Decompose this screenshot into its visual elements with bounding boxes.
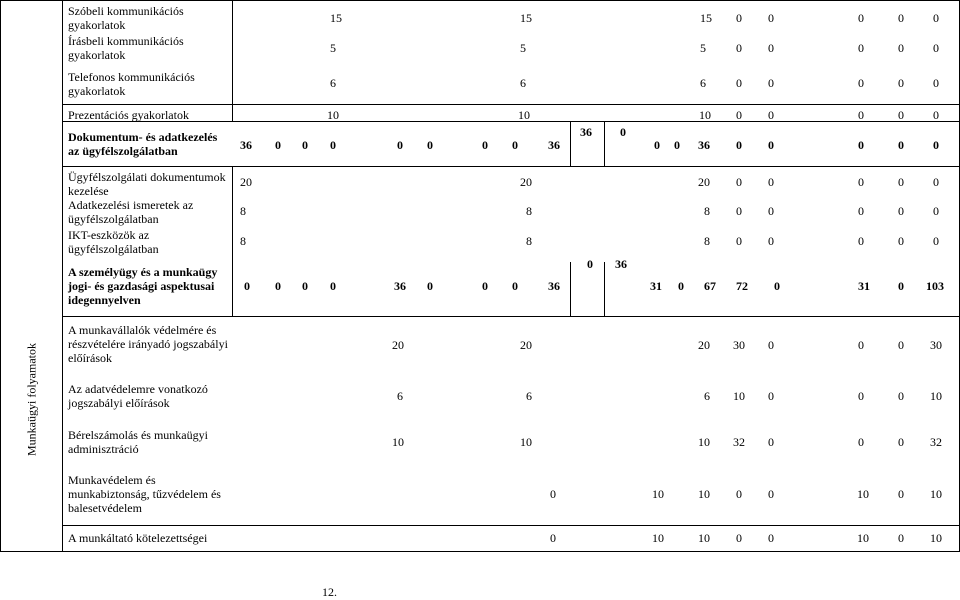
cell: 10 xyxy=(930,487,942,501)
cell: 0 xyxy=(550,531,556,545)
cell: 0 xyxy=(736,531,742,545)
cell: 32 xyxy=(930,435,942,449)
cell: 6 xyxy=(526,389,532,403)
row-label: Az adatvédelemre vonatkozó jogszabályi előírások xyxy=(68,382,208,410)
cell: 0 xyxy=(482,279,488,293)
row-label: Adatkezelési ismeretek az ügyfélszolgálatban xyxy=(68,198,194,226)
cell: 0 xyxy=(768,11,774,25)
row-label: Bérelszámolás és munkaügyi adminisztráció xyxy=(68,428,208,456)
cell: 10 xyxy=(652,487,664,501)
page-number: 12. xyxy=(322,585,337,599)
cell: 72 xyxy=(736,279,748,293)
row-label: Szóbeli kommunikációs gyakorlatok xyxy=(68,4,184,32)
cell: 10 xyxy=(698,531,710,545)
cell: 8 xyxy=(240,204,246,218)
cell: 0 xyxy=(898,204,904,218)
cell: 0 xyxy=(858,234,864,248)
cell: 0 xyxy=(858,175,864,189)
cell: 8 xyxy=(526,204,532,218)
row-label: Ügyfélszolgálati dokumentumok kezelése xyxy=(68,170,226,198)
cell: 10 xyxy=(698,435,710,449)
cell: 0 xyxy=(330,279,336,293)
cell: 8 xyxy=(704,234,710,248)
cell: 10 xyxy=(518,108,530,122)
cell: 0 xyxy=(898,138,904,152)
cell: 0 xyxy=(736,138,742,152)
cell: 36 xyxy=(615,257,627,271)
cell: 0 xyxy=(736,175,742,189)
cell: 36 xyxy=(548,279,560,293)
cell: 0 xyxy=(550,487,556,501)
cell: 10 xyxy=(930,531,942,545)
cell: 15 xyxy=(700,11,712,25)
cell: 0 xyxy=(898,279,904,293)
cell: 8 xyxy=(526,234,532,248)
cell: 10 xyxy=(327,108,339,122)
row-label: A munkáltató kötelezettségei xyxy=(68,531,208,545)
row-label: IKT-eszközök az ügyfélszolgálatban xyxy=(68,228,159,256)
cell: 0 xyxy=(275,279,281,293)
cell: 20 xyxy=(520,175,532,189)
cell: 0 xyxy=(512,138,518,152)
cell: 15 xyxy=(330,11,342,25)
cell: 0 xyxy=(933,234,939,248)
cell: 0 xyxy=(898,531,904,545)
cell: 0 xyxy=(768,338,774,352)
cell: 0 xyxy=(674,138,680,152)
cell: 0 xyxy=(774,279,780,293)
cell: 10 xyxy=(698,487,710,501)
cell: 0 xyxy=(620,125,626,139)
cell: 0 xyxy=(858,204,864,218)
cell: 0 xyxy=(768,204,774,218)
cell: 67 xyxy=(704,279,716,293)
cell: 0 xyxy=(512,279,518,293)
row-label: Írásbeli kommunikációs gyakorlatok xyxy=(68,34,184,62)
cell: 10 xyxy=(930,389,942,403)
cell: 30 xyxy=(930,338,942,352)
cell: 0 xyxy=(898,76,904,90)
cell: 0 xyxy=(898,435,904,449)
cell: 0 xyxy=(933,108,939,122)
cell: 0 xyxy=(858,76,864,90)
cell: 0 xyxy=(933,204,939,218)
cell: 0 xyxy=(768,138,774,152)
cell: 0 xyxy=(768,41,774,55)
cell: 0 xyxy=(858,41,864,55)
row-label: A személyügy és a munkaügy jogi- és gazdasági aspektusai idegennyelven xyxy=(68,265,218,307)
cell: 0 xyxy=(858,11,864,25)
cell: 0 xyxy=(654,138,660,152)
cell: 0 xyxy=(736,204,742,218)
cell: 10 xyxy=(652,531,664,545)
cell: 0 xyxy=(933,138,939,152)
cell: 36 xyxy=(240,138,252,152)
cell: 20 xyxy=(392,338,404,352)
cell: 103 xyxy=(926,279,944,293)
cell: 0 xyxy=(933,76,939,90)
cell: 6 xyxy=(397,389,403,403)
cell: 10 xyxy=(857,487,869,501)
cell: 0 xyxy=(933,41,939,55)
cell: 10 xyxy=(520,435,532,449)
cell: 0 xyxy=(898,175,904,189)
section-label-vertical: Munkaügyi folyamatok xyxy=(24,343,39,456)
cell: 0 xyxy=(427,138,433,152)
cell: 0 xyxy=(858,338,864,352)
cell: 0 xyxy=(858,108,864,122)
row-label: Dokumentum- és adatkezelés az ügyfélszolgálatban xyxy=(68,130,218,158)
cell: 0 xyxy=(330,138,336,152)
cell: 0 xyxy=(768,389,774,403)
cell: 6 xyxy=(704,389,710,403)
cell: 8 xyxy=(704,204,710,218)
cell: 0 xyxy=(736,76,742,90)
cell: 0 xyxy=(768,487,774,501)
cell: 0 xyxy=(933,175,939,189)
cell: 0 xyxy=(397,138,403,152)
cell: 0 xyxy=(736,11,742,25)
cell: 20 xyxy=(698,338,710,352)
row-label: Telefonos kommunikációs gyakorlatok xyxy=(68,70,195,98)
cell: 0 xyxy=(898,41,904,55)
cell: 6 xyxy=(330,76,336,90)
cell: 8 xyxy=(240,234,246,248)
cell: 0 xyxy=(768,175,774,189)
cell: 0 xyxy=(678,279,684,293)
cell: 0 xyxy=(768,234,774,248)
cell: 10 xyxy=(392,435,404,449)
cell: 0 xyxy=(736,41,742,55)
cell: 0 xyxy=(933,11,939,25)
cell: 0 xyxy=(768,76,774,90)
cell: 20 xyxy=(240,175,252,189)
row-label: Munkavédelem és munkabiztonság, tűzvédelem és balesetvédelem xyxy=(68,473,221,515)
cell: 0 xyxy=(898,338,904,352)
cell: 0 xyxy=(736,487,742,501)
cell: 20 xyxy=(698,175,710,189)
cell: 0 xyxy=(587,257,593,271)
cell: 36 xyxy=(580,125,592,139)
cell: 31 xyxy=(650,279,662,293)
cell: 0 xyxy=(736,234,742,248)
cell: 0 xyxy=(858,435,864,449)
cell: 0 xyxy=(427,279,433,293)
cell: 5 xyxy=(520,41,526,55)
cell: 0 xyxy=(858,138,864,152)
row-label: A munkavállalók védelmére és részvételére irányadó jogszabályi előírások xyxy=(68,323,228,365)
cell: 0 xyxy=(768,531,774,545)
cell: 10 xyxy=(857,531,869,545)
cell: 0 xyxy=(736,108,742,122)
cell: 0 xyxy=(275,138,281,152)
cell: 0 xyxy=(302,279,308,293)
cell: 36 xyxy=(698,138,710,152)
cell: 5 xyxy=(700,41,706,55)
cell: 0 xyxy=(898,108,904,122)
cell: 32 xyxy=(733,435,745,449)
cell: 6 xyxy=(700,76,706,90)
cell: 0 xyxy=(302,138,308,152)
cell: 10 xyxy=(733,389,745,403)
cell: 0 xyxy=(898,487,904,501)
row-label: Prezentációs gyakorlatok xyxy=(68,108,189,122)
cell: 5 xyxy=(330,41,336,55)
cell: 0 xyxy=(898,234,904,248)
cell: 0 xyxy=(768,108,774,122)
cell: 10 xyxy=(699,108,711,122)
cell: 30 xyxy=(733,338,745,352)
cell: 20 xyxy=(520,338,532,352)
cell: 0 xyxy=(482,138,488,152)
cell: 6 xyxy=(520,76,526,90)
cell: 15 xyxy=(520,11,532,25)
cell: 0 xyxy=(244,279,250,293)
cell: 31 xyxy=(858,279,870,293)
cell: 36 xyxy=(394,279,406,293)
cell: 36 xyxy=(548,138,560,152)
cell: 0 xyxy=(768,435,774,449)
cell: 0 xyxy=(898,389,904,403)
cell: 0 xyxy=(898,11,904,25)
cell: 0 xyxy=(858,389,864,403)
